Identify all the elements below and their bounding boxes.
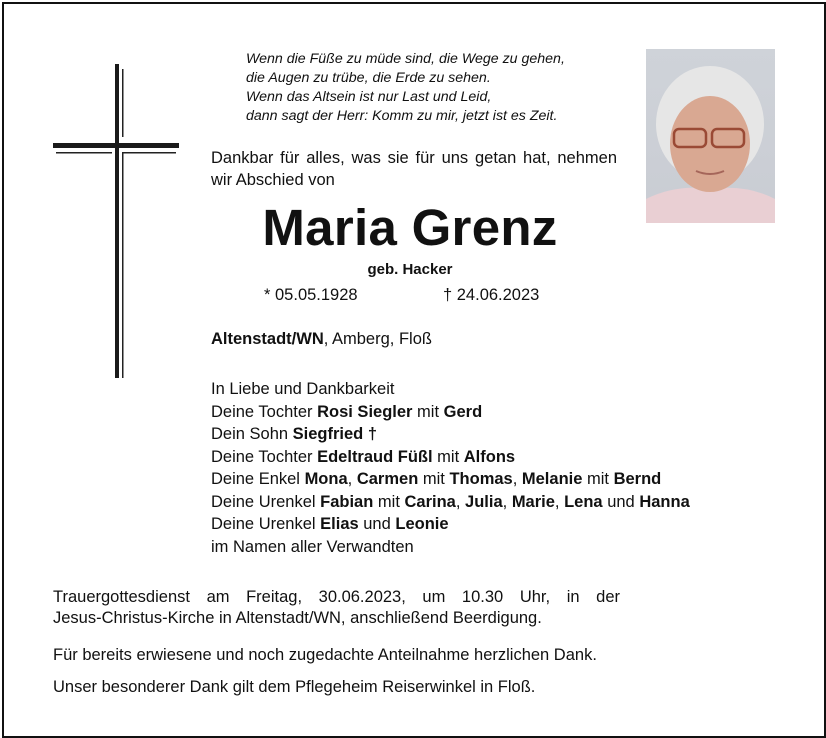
text: , xyxy=(455,492,466,511)
name-text: Hanna xyxy=(639,492,690,511)
intro-text: Dankbar für alles, was sie für uns getan hat, nehmen wir Abschied von xyxy=(211,149,617,189)
portrait-illustration xyxy=(646,49,775,223)
places xyxy=(211,330,432,349)
family-line xyxy=(211,378,690,401)
family-line xyxy=(211,491,690,514)
name-text: Marie xyxy=(511,492,555,511)
text: mit xyxy=(418,470,450,488)
death-date: † 24.06.2023 xyxy=(443,286,540,304)
poem-line: dann sagt der Herr: Komm zu mir, jetzt ist es Zeit. xyxy=(246,108,558,124)
text: Deine Enkel xyxy=(211,470,305,488)
text: Dein Sohn xyxy=(211,425,293,443)
deceased-name: Maria Grenz xyxy=(262,199,558,256)
name-text: Edeltraud Füßl xyxy=(317,447,433,466)
text: und xyxy=(358,515,396,533)
text: , xyxy=(554,492,565,511)
name-text: Rosi Siegler xyxy=(317,402,413,421)
service-line-1: Trauergottesdienst am Freitag, 30.06.2023, um 10.30 Uhr, in der xyxy=(53,588,620,606)
name-text: Siegfried † xyxy=(292,425,378,443)
text: , Amberg, Floß xyxy=(323,330,432,348)
family-line xyxy=(211,468,690,491)
birth-date: * 05.05.1928 xyxy=(264,286,358,304)
thanks-general: Für bereits erwiesene und noch zugedachte Anteilnahme herzlichen Dank. xyxy=(53,646,597,664)
family-line xyxy=(211,513,690,536)
family-line xyxy=(211,401,690,424)
text: , xyxy=(502,492,512,511)
name-text: Mona xyxy=(304,470,348,488)
text: mit xyxy=(582,470,614,488)
text: im Namen aller Verwandten xyxy=(211,537,414,556)
name-text: Carina xyxy=(404,492,456,511)
text: mit xyxy=(412,402,444,421)
text: und xyxy=(602,492,640,511)
name-text: Carmen xyxy=(356,470,419,488)
text: Deine Urenkel xyxy=(211,492,321,511)
poem-line: Wenn die Füße zu müde sind, die Wege zu gehen, xyxy=(246,51,565,67)
name-text: Leonie xyxy=(395,515,449,533)
name-text: Elias xyxy=(320,515,359,533)
family-line xyxy=(211,423,690,446)
name-text: Thomas xyxy=(449,470,513,488)
name-text: Lena xyxy=(564,492,603,511)
poem-line: die Augen zu trübe, die Erde zu sehen. xyxy=(246,70,491,86)
text: Deine Tochter xyxy=(211,447,318,466)
name-text: Fabian xyxy=(320,492,374,511)
text: Deine Urenkel xyxy=(211,515,321,533)
family-list xyxy=(211,378,690,558)
family-line xyxy=(211,446,690,469)
text: mit xyxy=(432,447,464,466)
name-text: Gerd xyxy=(443,402,483,421)
portrait-photo xyxy=(646,49,775,223)
service-line-2: Jesus-Christus-Kirche in Altenstadt/WN, anschließend Beerdigung. xyxy=(53,609,542,627)
text: In Liebe und Dankbarkeit xyxy=(211,380,395,398)
text: , xyxy=(512,470,522,488)
text: , xyxy=(347,470,357,488)
text: mit xyxy=(373,492,405,511)
family-line xyxy=(211,536,690,559)
name-text: Melanie xyxy=(521,470,583,488)
name-text: Julia xyxy=(465,492,503,511)
name-text: Bernd xyxy=(613,470,662,488)
maiden-name: geb. Hacker xyxy=(367,261,453,278)
cross-icon xyxy=(0,0,200,400)
name-text: Alfons xyxy=(463,447,516,466)
text: Deine Tochter xyxy=(211,402,318,421)
name-text: Altenstadt/WN xyxy=(211,330,324,348)
thanks-care-home: Unser besonderer Dank gilt dem Pflegeheim Reiserwinkel in Floß. xyxy=(53,678,536,696)
poem-line: Wenn das Altsein ist nur Last und Leid, xyxy=(246,89,492,105)
poem xyxy=(246,50,565,126)
